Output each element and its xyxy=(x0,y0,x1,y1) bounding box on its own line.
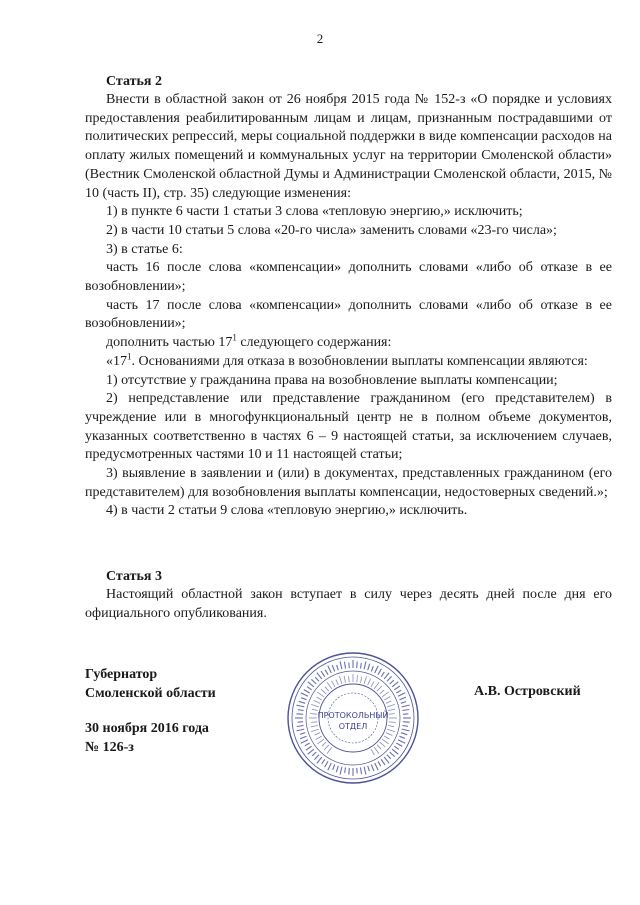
stamp-mark xyxy=(396,743,402,746)
stamp-mark xyxy=(377,745,381,749)
stamp-mark xyxy=(403,722,410,723)
law-date: 30 ноября 2016 года xyxy=(85,721,209,736)
official-seal-stamp xyxy=(285,650,421,786)
stamp-mark xyxy=(315,733,321,736)
stamp-center-line-1: ПРОТОКОЛЬНЫЙ xyxy=(317,711,389,720)
stamp-mark xyxy=(300,733,305,735)
stamp-mark xyxy=(371,682,374,687)
stamp-mark xyxy=(328,666,332,673)
stamp-mark xyxy=(402,710,409,711)
stamp-mark xyxy=(361,663,362,669)
stamp-mark xyxy=(364,676,367,684)
stamp-mark xyxy=(394,686,400,690)
stamp-mark xyxy=(311,726,318,727)
stamp-mark xyxy=(390,752,395,757)
stamp-mark xyxy=(298,710,304,711)
article-3-heading: Статья 3 xyxy=(106,569,162,584)
stamp-mark xyxy=(398,740,405,744)
new-part-17-1-item-1: 1) отсутствие у гражданина права на возобновление выплаты компенсации; xyxy=(106,372,558,388)
stamp-mark xyxy=(389,714,395,715)
new-part-17-1-item-3: 3) выявление в заявлении и (или) в документах, представленных гражданином (его представителем) для возобновления выплаты компенсации, недостоверных сведений.»; xyxy=(85,466,612,500)
stamp-mark xyxy=(317,739,324,744)
stamp-mark xyxy=(388,709,395,710)
stamp-mark xyxy=(384,673,389,679)
stamp-mark xyxy=(327,747,332,754)
stamp-mark xyxy=(322,759,325,764)
article-2-item-4: 4) в части 2 статьи 9 слова «тепловую энергию,» исключить. xyxy=(106,503,468,519)
stamp-mark xyxy=(357,768,358,774)
stamp-mark xyxy=(307,687,312,690)
stamp-mark xyxy=(371,749,375,755)
stamp-mark xyxy=(392,749,398,754)
stamp-mark xyxy=(301,698,306,700)
stamp-mark xyxy=(384,736,389,739)
stamp-mark xyxy=(333,765,335,770)
stamp-mark xyxy=(311,722,317,723)
stamp-mark xyxy=(349,663,350,669)
article-2-part-17: часть 17 после слова «компенсации» дополнить словами «либо об отказе в ее возобновлении»; xyxy=(85,297,612,332)
stamp-mark xyxy=(377,686,382,691)
stamp-mark xyxy=(340,662,342,670)
stamp-mark xyxy=(345,662,346,669)
stamp-mark xyxy=(374,682,379,689)
stamp-mark xyxy=(371,765,374,771)
stamp-mark xyxy=(327,682,332,689)
stamp-mark xyxy=(325,670,328,675)
stamp-mark xyxy=(305,743,310,746)
stamp-mark xyxy=(340,767,342,775)
stamp-mark xyxy=(381,759,385,765)
stamp-mark xyxy=(361,677,362,683)
stamp-mark xyxy=(325,761,328,767)
stamp-mark xyxy=(380,690,384,694)
stamp-mark xyxy=(317,673,322,679)
stamp-mark xyxy=(364,767,366,775)
stamp-mark xyxy=(349,676,350,682)
signature-date-block xyxy=(85,719,209,757)
stamp-mark xyxy=(364,662,366,670)
stamp-mark xyxy=(297,705,305,707)
stamp-mark xyxy=(388,726,394,727)
stamp-mark xyxy=(328,763,332,770)
stamp-mark xyxy=(389,722,396,723)
stamp-center-line-2: ОТДЕЛ xyxy=(338,722,368,731)
stamp-mark xyxy=(332,681,336,687)
stamp-mark xyxy=(339,676,342,684)
stamp-mark xyxy=(382,692,389,697)
article-3 xyxy=(85,568,612,623)
stamp-mark xyxy=(403,714,409,715)
stamp-mark xyxy=(401,733,408,735)
stamp-mark xyxy=(378,669,381,675)
stamp-mark xyxy=(371,666,373,671)
stamp-mark xyxy=(368,766,370,771)
stamp-mark xyxy=(321,689,326,694)
stamp-mark xyxy=(314,701,320,704)
stamp-mark xyxy=(311,704,319,707)
stamp-mark xyxy=(394,746,399,749)
stamp-mark xyxy=(386,701,392,704)
signature-title: Губернатор Смоленской области xyxy=(85,667,216,701)
stamp-mark xyxy=(349,768,350,775)
stamp-mark xyxy=(315,677,319,681)
stamp-mark xyxy=(378,761,381,766)
stamp-mark xyxy=(332,665,335,671)
stamp-mark xyxy=(400,697,406,700)
stamp-mark xyxy=(381,672,384,677)
article-2-part-16: часть 16 после слова «компенсации» дополнить словами «либо об отказе в ее возобновлении»; xyxy=(85,260,612,295)
stamp-mark xyxy=(317,692,324,697)
article-2-intro: Внести в областной закон от 26 ноября 2015 года № 152-з «О порядке и условиях предоставления реабилитированным лицам и лицам, признанным пострадавшими от политических репрессий, меры социальной поддержки в виде компенсации расходов на оплату жилых помещений и коммунальных услуг на территории Смоленской области» (Вестник Смоленской областной Думы и Администрации Смоленской области, 2015, № 10 (часть II), стр. 35) следующие изменения: xyxy=(85,92,612,201)
stamp-mark xyxy=(401,702,406,704)
law-number: № 126-з xyxy=(85,740,134,755)
stamp-mark xyxy=(402,729,410,731)
article-2-heading: Статья 2 xyxy=(106,74,162,89)
stamp-mark xyxy=(402,726,408,727)
stamp-mark xyxy=(368,679,371,685)
stamp-mark xyxy=(402,705,410,707)
stamp-mark xyxy=(357,675,358,682)
stamp-mark xyxy=(311,679,316,684)
stamp-mark xyxy=(387,729,395,732)
stamp-mark xyxy=(387,755,391,759)
stamp-mark xyxy=(314,755,319,760)
stamp-mark xyxy=(368,664,370,671)
stamp-mark xyxy=(298,722,304,723)
stamp-mark xyxy=(301,693,308,697)
stamp-mark xyxy=(384,697,390,701)
stamp-mark xyxy=(296,714,303,715)
stamp-mark xyxy=(390,680,394,684)
stamp-mark xyxy=(299,701,306,703)
stamp-mark xyxy=(398,693,405,697)
stamp-mark xyxy=(301,740,308,744)
stamp-mark xyxy=(345,767,346,773)
stamp-mark xyxy=(306,746,312,750)
stamp-mark xyxy=(304,690,310,693)
page-number: 2 xyxy=(316,31,324,46)
stamp-mark xyxy=(312,752,316,756)
stamp-mark xyxy=(386,733,392,736)
stamp-mark xyxy=(384,757,389,763)
stamp-mark xyxy=(344,676,345,683)
stamp-mark xyxy=(308,682,314,687)
stamp-mark xyxy=(310,714,317,715)
stamp-mark xyxy=(392,682,398,687)
article-3-text: Настоящий областной закон вступает в силу через десять дней после дня его официального опубликования. xyxy=(85,587,612,621)
stamp-mark xyxy=(400,736,405,738)
new-part-17-1-text: «$17^1$. Основаниями для отказа в возобновлении выплаты компенсации являются: xyxy=(106,351,588,369)
stamp-mark xyxy=(316,736,322,740)
stamp-mark xyxy=(321,671,325,677)
article-2-item-1: 1) в пункте 6 части 1 статьи 3 слова «тепловую энергию,» исключить; xyxy=(106,204,523,220)
stamp-mark xyxy=(311,729,319,732)
stamp-mark xyxy=(396,690,401,693)
stamp-mark xyxy=(336,680,339,686)
stamp-mark xyxy=(375,666,379,673)
stamp-mark xyxy=(337,665,339,670)
stamp-mark xyxy=(387,676,392,681)
stamp-mark xyxy=(300,736,306,739)
stamp-mark xyxy=(382,739,389,744)
stamp-mark xyxy=(387,704,395,707)
article-2 xyxy=(85,73,612,521)
article-2-add-part: дополнить частью $17^1$ следующего содержания: xyxy=(106,332,392,351)
stamp-mark xyxy=(297,726,304,727)
stamp-mark xyxy=(380,742,385,747)
stamp-mark xyxy=(297,729,305,731)
stamp-mark xyxy=(317,757,322,763)
stamp-mark xyxy=(374,747,379,754)
stamp-mark xyxy=(325,687,329,691)
stamp-mark xyxy=(375,763,379,770)
stamp-mark xyxy=(322,742,326,746)
stamp-mark xyxy=(361,767,362,774)
stamp-mark xyxy=(317,697,322,700)
stamp-mark xyxy=(324,745,329,750)
signatory-name: А.В. Островский xyxy=(474,684,581,699)
stamp-mark xyxy=(308,749,314,754)
new-part-17-1-item-2: 2) непредставление или представление гражданином (его представителем) в учреждение или в многофункциональный центр не в полном объеме документов, указанных соответственно в частях 6 – 9 настоящей статьи, за исключением случаев, предусмотренных частями 10 и 11 настоящей статьи; xyxy=(85,391,612,463)
article-2-item-2: 2) в части 10 статьи 5 слова «20-го числа» заменить словами «23-го числа»; xyxy=(106,222,557,238)
stamp-mark xyxy=(357,661,358,668)
stamp-mark xyxy=(336,766,338,773)
article-2-item-3: 3) в статье 6: xyxy=(106,241,183,257)
